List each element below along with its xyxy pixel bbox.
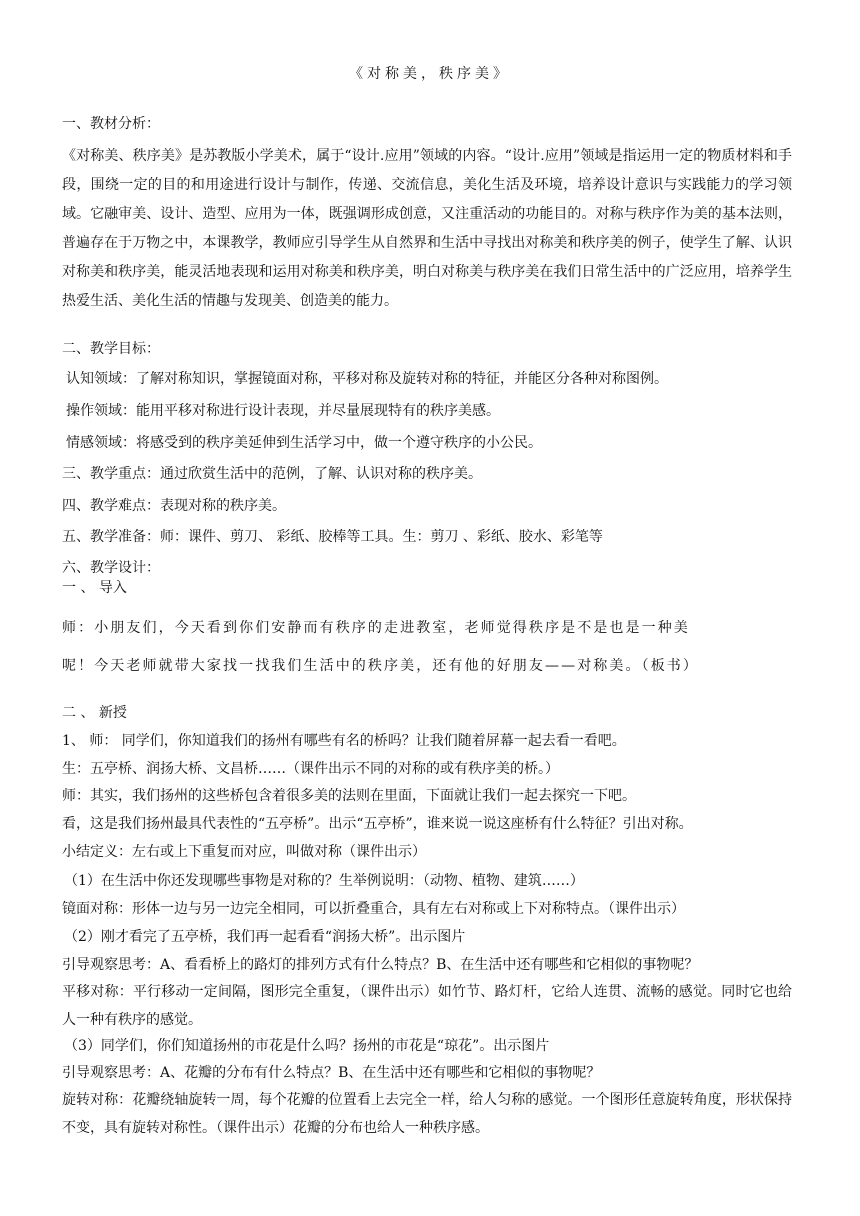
step-heading-intro: 一 、 导入 [62,580,127,596]
lesson-line: 师：其实，我们扬州的这些桥包含着很多美的法则在里面，下面就让我们一起去探究一下吧。 [62,788,636,804]
lesson-line: 引导观察思考：A、花瓣的分布有什么特点？B、在生活中还有哪些和它相似的事物呢？ [62,1065,601,1081]
goal-operation: 操作领域：能用平移对称进行设计表现，并尽量展现特有的秩序美感。 [66,403,500,419]
lesson-line: （3）同学们，你们知道扬州的市花是什么吗？扬州的市花是“琼花”。出示图片 [64,1038,550,1054]
lesson-line: 镜面对称：形体一边与另一边完全相同，可以折叠重合，具有左右对称或上下对称特点。（课件出示） [62,901,685,917]
lesson-line: 小结定义：左右或上下重复而对应，叫做对称（课件出示） [62,844,426,860]
goal-emotion: 情感领域：将感受到的秩序美延伸到生活学习中，做一个遵守秩序的小公民。 [66,435,542,451]
section-difficulties: 四、教学难点：表现对称的秩序美。 [62,498,286,514]
goal-cognitive: 认知领域：了解对称知识，掌握镜面对称，平移对称及旋转对称的特征，并能区分各种对称图例。 [66,371,668,387]
lesson-line: 生：五亭桥、润扬大桥、文昌桥……（课件出示不同的对称的或有秩序美的桥。） [62,761,559,777]
section-preparation: 五、教学准备：师：课件、剪刀、 彩纸、胶棒等工具。生：剪刀 、彩纸、胶水、彩笔等 [62,529,603,545]
rotation-symmetry-paragraph: 旋转对称：花瓣绕轴旋转一周，每个花瓣的位置看上去完全一样，给人匀称的感觉。一个图形任意旋转角度，形状保持不变，具有旋转对称性。（课件出示）花瓣的分布也给人一种秩序感。 [62,1092,792,1136]
analysis-paragraph: 《对称美、秩序美》是苏教版小学美术，属于“设计.应用”领域的内容。“设计.应用”领域是指运用一定的物质材料和手段，围绕一定的目的和用途进行设计与制作，传递、交流信息，美化生活及环境，培养设计意识与实践能力的学习领域。它融审美、设计、造型、应用为一体，既强调形成创意，又注重活动的功能目的。对称与秩序作为美的基本法则，普遍存在于万物之中，本课教学，教师应引导学生从自然界和生活中寻找出对称美和秩序美的例子，使学生了解、认识对称美和秩序美，能灵活地表现和运用对称美和秩序美，明白对称美与秩序美在我们日常生活中的广泛应用，培养学生热爱生活、美化生活的情趣与发现美、创造美的能力。 [62,148,792,309]
section-heading-analysis: 一、教材分析： [62,116,160,132]
lesson-line: 引导观察思考：A、看看桥上的路灯的排列方式有什么特点？B、在生活中还有哪些和它相似的事物呢？ [62,957,699,973]
lesson-line: 1、 师： 同学们，你知道我们的扬州有哪些有名的桥吗？让我们随着屏幕一起去看一看吧。 [62,733,626,749]
section-heading-goals: 二、教学目标： [62,341,160,357]
step-heading-new: 二 、 新授 [62,705,127,721]
lesson-line: 看，这是我们扬州最具代表性的“五亭桥”。出示“五亭桥”，谁来说一说这座桥有什么特征？引出对称。 [62,816,693,832]
section-heading-design: 六、教学设计： [62,560,160,576]
lesson-line: （2）刚才看完了五亭桥，我们再一起看看“润扬大桥”。出示图片 [64,929,466,945]
document-title: 《对称美，秩序美》 [349,66,511,82]
lesson-line: （1）在生活中你还发现哪些事物是对称的？生举例说明：（动物、植物、建筑……） [64,873,584,889]
intro-line-2: 呢！今天老师就带大家找一找我们生活中的秩序美，还有他的好朋友——对称美。（板书） [62,658,699,674]
section-key-points: 三、教学重点：通过欣赏生活中的范例，了解、认识对称的秩序美。 [62,466,482,482]
translation-symmetry-paragraph: 平移对称：平行移动一定间隔，图形完全重复，（课件出示）如竹节、路灯杆，它给人连贯、流畅的感觉。同时它也给人一种有秩序的感觉。 [62,984,792,1028]
intro-line-1: 师：小朋友们，今天看到你们安静而有秩序的走进教室，老师觉得秩序是不是也是一种美 [62,620,690,636]
